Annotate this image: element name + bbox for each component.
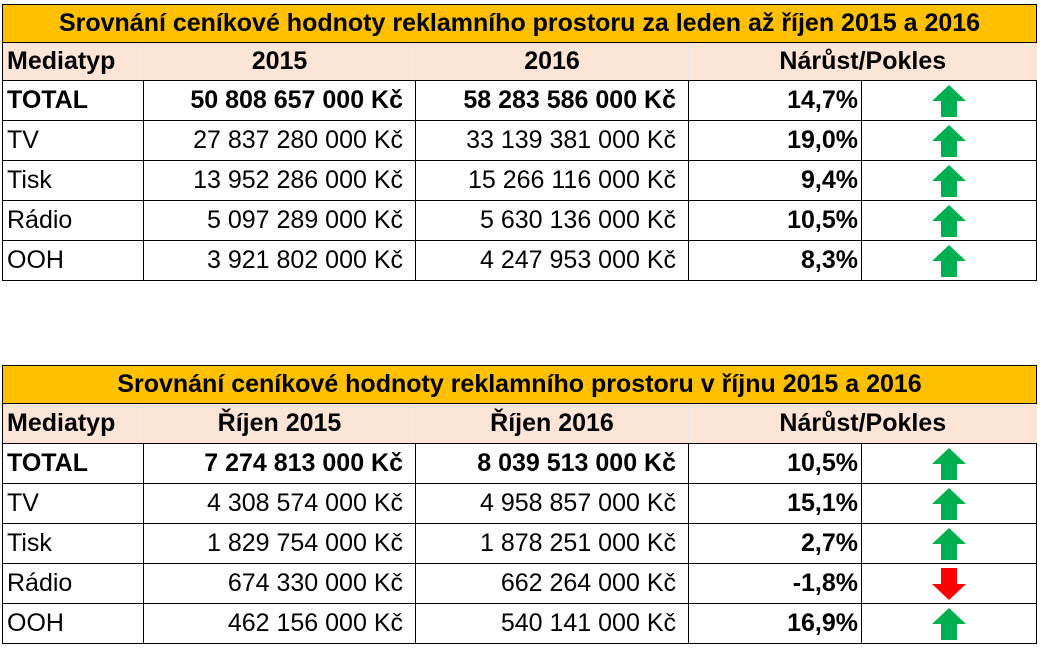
table-row <box>3 81 1037 121</box>
change-cell: 10,5% <box>689 201 862 241</box>
up-arrow-icon <box>932 85 966 117</box>
value-2015-cell: 4 308 574 000 Kč <box>144 484 416 524</box>
up-arrow-icon <box>932 448 966 480</box>
table-row <box>3 201 1037 241</box>
media-type-cell: Tisk <box>3 161 144 201</box>
media-type-cell: Rádio <box>3 201 144 241</box>
up-arrow-icon <box>932 528 966 560</box>
value-2016-cell: 58 283 586 000 Kč <box>416 81 689 121</box>
change-cell: -1,8% <box>689 564 862 604</box>
table-row <box>3 604 1037 644</box>
change-cell: 2,7% <box>689 524 862 564</box>
col-header-year-a: Říjen 2015 <box>144 404 416 444</box>
value-2016-cell: 1 878 251 000 Kč <box>416 524 689 564</box>
comparison-table-jan-oct <box>2 4 1037 281</box>
col-header-year-b: Říjen 2016 <box>416 404 689 444</box>
up-arrow-icon <box>932 205 966 237</box>
table-row <box>3 241 1037 281</box>
trend-cell <box>862 564 1037 604</box>
trend-cell <box>862 121 1037 161</box>
trend-cell <box>862 201 1037 241</box>
change-cell: 19,0% <box>689 121 862 161</box>
value-2016-cell: 662 264 000 Kč <box>416 564 689 604</box>
up-arrow-icon <box>932 245 966 277</box>
col-header-change: Nárůst/Pokles <box>689 404 1037 444</box>
value-2015-cell: 462 156 000 Kč <box>144 604 416 644</box>
value-2015-cell: 674 330 000 Kč <box>144 564 416 604</box>
up-arrow-icon <box>932 165 966 197</box>
media-type-cell: Rádio <box>3 564 144 604</box>
value-2015-cell: 50 808 657 000 Kč <box>144 81 416 121</box>
col-header-mediatyp: Mediatyp <box>3 404 144 444</box>
col-header-change: Nárůst/Pokles <box>689 43 1037 81</box>
media-type-cell: TV <box>3 484 144 524</box>
value-2015-cell: 1 829 754 000 Kč <box>144 524 416 564</box>
value-2015-cell: 5 097 289 000 Kč <box>144 201 416 241</box>
down-arrow-icon <box>932 568 966 600</box>
table-row <box>3 564 1037 604</box>
trend-cell <box>862 484 1037 524</box>
change-cell: 9,4% <box>689 161 862 201</box>
up-arrow-icon <box>932 488 966 520</box>
table-row <box>3 484 1037 524</box>
media-type-cell: TV <box>3 121 144 161</box>
col-header-year-a: 2015 <box>144 43 416 81</box>
value-2015-cell: 13 952 286 000 Kč <box>144 161 416 201</box>
table-title: Srovnání ceníkové hodnoty reklamního prostoru v říjnu 2015 a 2016 <box>3 366 1037 404</box>
change-cell: 14,7% <box>689 81 862 121</box>
trend-cell <box>862 241 1037 281</box>
change-cell: 15,1% <box>689 484 862 524</box>
media-type-cell: TOTAL <box>3 444 144 484</box>
change-cell: 16,9% <box>689 604 862 644</box>
value-2015-cell: 27 837 280 000 Kč <box>144 121 416 161</box>
trend-cell <box>862 161 1037 201</box>
media-type-cell: OOH <box>3 604 144 644</box>
trend-cell <box>862 81 1037 121</box>
change-cell: 10,5% <box>689 444 862 484</box>
value-2016-cell: 33 139 381 000 Kč <box>416 121 689 161</box>
value-2016-cell: 8 039 513 000 Kč <box>416 444 689 484</box>
value-2016-cell: 5 630 136 000 Kč <box>416 201 689 241</box>
value-2015-cell: 7 274 813 000 Kč <box>144 444 416 484</box>
media-type-cell: TOTAL <box>3 81 144 121</box>
comparison-table-october <box>2 365 1037 644</box>
value-2016-cell: 15 266 116 000 Kč <box>416 161 689 201</box>
up-arrow-icon <box>932 608 966 640</box>
table-row <box>3 161 1037 201</box>
value-2016-cell: 4 958 857 000 Kč <box>416 484 689 524</box>
table-title: Srovnání ceníkové hodnoty reklamního prostoru za leden až říjen 2015 a 2016 <box>3 5 1037 43</box>
col-header-mediatyp: Mediatyp <box>3 43 144 81</box>
value-2016-cell: 4 247 953 000 Kč <box>416 241 689 281</box>
value-2015-cell: 3 921 802 000 Kč <box>144 241 416 281</box>
media-type-cell: Tisk <box>3 524 144 564</box>
table-row <box>3 444 1037 484</box>
value-2016-cell: 540 141 000 Kč <box>416 604 689 644</box>
table-row <box>3 524 1037 564</box>
col-header-year-b: 2016 <box>416 43 689 81</box>
trend-cell <box>862 444 1037 484</box>
change-cell: 8,3% <box>689 241 862 281</box>
table-row <box>3 121 1037 161</box>
up-arrow-icon <box>932 125 966 157</box>
media-type-cell: OOH <box>3 241 144 281</box>
trend-cell <box>862 524 1037 564</box>
trend-cell <box>862 604 1037 644</box>
